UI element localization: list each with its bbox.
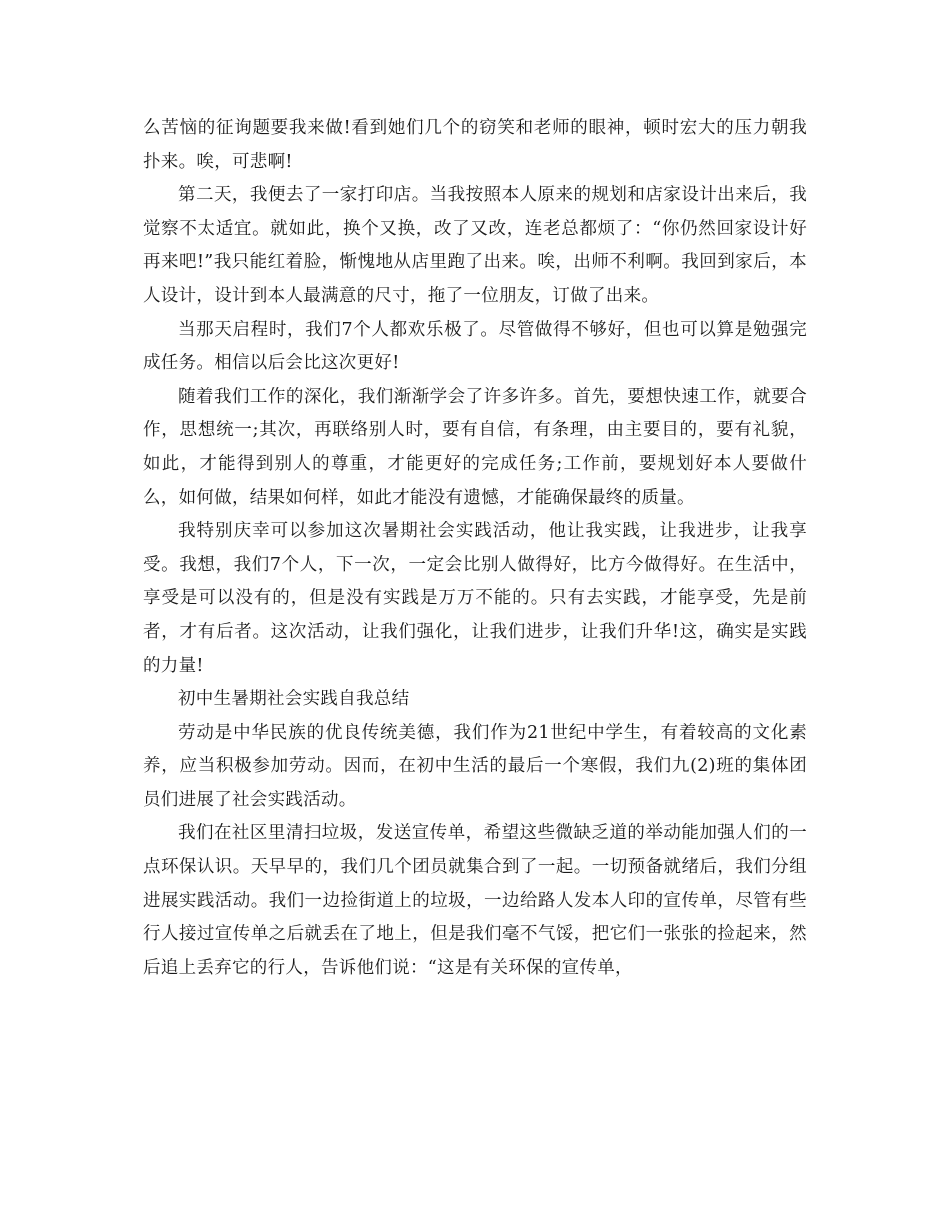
document-body — [143, 112, 807, 985]
section-heading: 初中生暑期社会实践自我总结 — [178, 689, 410, 710]
paragraph: 随着我们工作的深化，我们渐渐学会了许多许多。首先，要想快速工作，就要合作，思想统一;其次，再联络别人时，要有自信，有条理，由主要目的，要有礼貌，如此，才能得到别人的尊重，才能更好的完成任务;工作前，要规划好本人要做什么，如何做，结果如何样，如此才能没有遗憾，才能确保最终的质量。 — [143, 386, 807, 508]
paragraph-continuation: 么苦恼的征询题要我来做!看到她们几个的窃笑和老师的眼神，顿时宏大的压力朝我扑来。唉，可悲啊! — [143, 118, 807, 172]
paragraph: 我特别庆幸可以参加这次暑期社会实践活动，他让我实践，让我进步，让我享受。我想，我们7个人，下一次，一定会比别人做得好，比方今做得好。在生活中，享受是可以没有的，但是没有实践是万万不能的。只有去实践，才能享受，先是前者，才有后者。这次活动，让我们强化，让我们进步，让我们升华!这，确实是实践的力量! — [143, 521, 807, 676]
paragraph: 劳动是中华民族的优良传统美德，我们作为21世纪中学生，有着较高的文化素养，应当积极参加劳动。因而，在初中生活的最后一个寒假，我们九(2)班的集体团员们进展了社会实践活动。 — [143, 722, 807, 810]
paragraph: 我们在社区里清扫垃圾，发送宣传单，希望这些微缺乏道的举动能加强人们的一点环保认识。天早早的，我们几个团员就集合到了一起。一切预备就绪后，我们分组进展实践活动。我们一边捡街道上的垃圾，一边给路人发本人印的宣传单，尽管有些行人接过宣传单之后就丢在了地上，但是我们毫不气馁，把它们一张张的捡起来，然后追上丢弃它的行人，告诉他们说：“这是有关环保的宣传单， — [143, 823, 807, 978]
paragraph: 当那天启程时，我们7个人都欢乐极了。尽管做得不够好，但也可以算是勉强完成任务。相信以后会比这次更好! — [143, 319, 807, 374]
paragraph: 第二天，我便去了一家打印店。当我按照本人原来的规划和店家设计出来后，我觉察不太适宜。就如此，换个又换，改了又改，连老总都烦了：“你仍然回家设计好再来吧!”我只能红着脸，惭愧地从店里跑了出来。唉，出师不利啊。我回到家后，本人设计，设计到本人最满意的尺寸，拖了一位朋友，订做了出来。 — [143, 185, 807, 306]
